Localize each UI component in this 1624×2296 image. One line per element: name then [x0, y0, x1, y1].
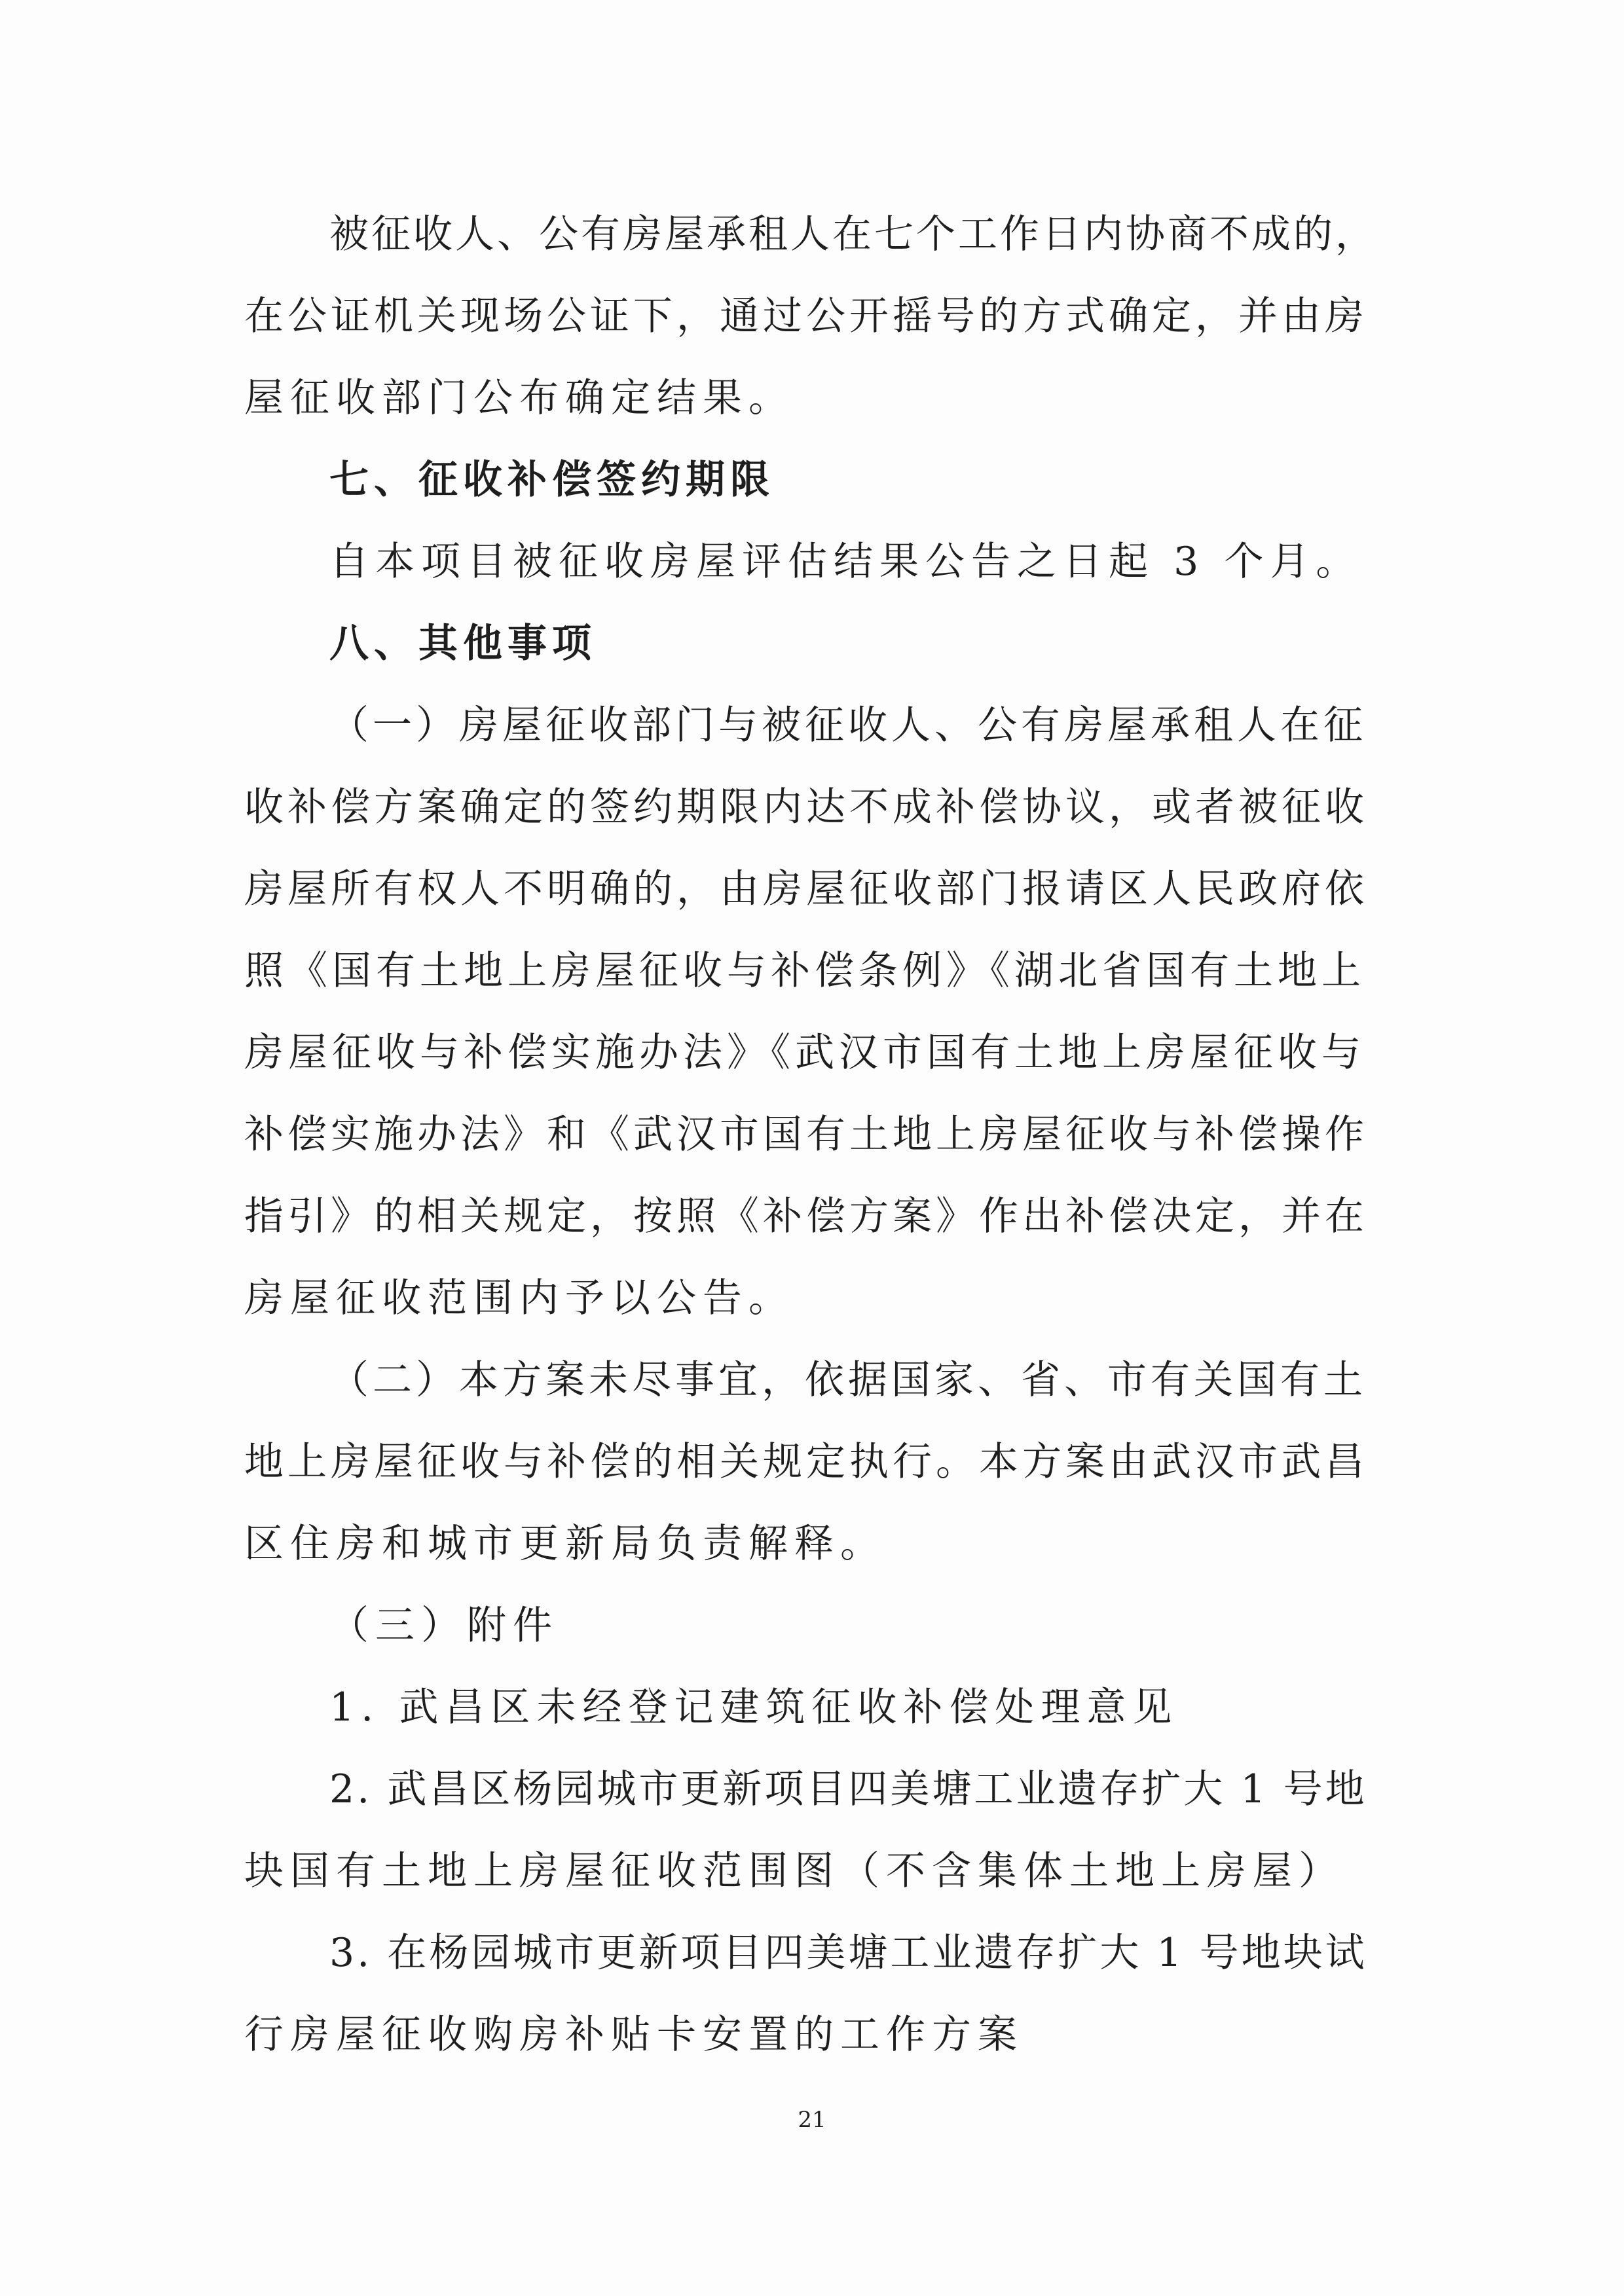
paragraph-line-8: 收补偿方案确定的签约期限内达不成补偿协议，或者被征收 — [244, 784, 1368, 830]
paragraph-line-1: 被征收人、公有房屋承租人在七个工作日内协商不成的， — [329, 211, 1377, 257]
paragraph-line-7: （一）房屋征收部门与被征收人、公有房屋承租人在征 — [329, 702, 1367, 748]
paragraph-line-14: 房屋征收范围内予以公告。 — [244, 1275, 794, 1321]
paragraph-line-5: 自本项目被征收房屋评估结果公告之日起 3 个月。 — [329, 539, 1362, 585]
attachment-item-3: 3. 在杨园城市更新项目四美塘工业遗存扩大 1 号地块试 — [329, 1930, 1367, 1976]
paragraph-line-2: 在公证机关现场公证下，通过公开摇号的方式确定，并由房 — [244, 293, 1368, 339]
paragraph-line-3: 屋征收部门公布确定结果。 — [244, 375, 794, 421]
paragraph-line-11: 房屋征收与补偿实施办法》《武汉市国有土地上房屋征收与 — [244, 1030, 1365, 1076]
section-heading-7: 七、征收补偿签约期限 — [329, 457, 775, 503]
paragraph-line-18: （三）附件 — [329, 1603, 559, 1649]
attachment-item-2: 2. 武昌区杨园城市更新项目四美塘工业遗存扩大 1 号地 — [329, 1766, 1367, 1812]
attachment-item-3-cont: 行房屋征收购房补贴卡安置的工作方案 — [244, 2012, 1024, 2058]
paragraph-line-9: 房屋所有权人不明确的，由房屋征收部门报请区人民政府依 — [244, 866, 1368, 912]
paragraph-line-10: 照《国有土地上房屋征收与补偿条例》《湖北省国有土地上 — [244, 948, 1365, 994]
attachment-item-2-cont: 块国有土地上房屋征收范围图（不含集体土地上房屋） — [244, 1848, 1344, 1894]
section-heading-8: 八、其他事项 — [329, 621, 597, 666]
paragraph-line-17: 区住房和城市更新局负责解释。 — [244, 1521, 886, 1567]
paragraph-line-15: （二）本方案未尽事宜，依据国家、省、市有关国有土 — [329, 1357, 1367, 1403]
paragraph-line-13: 指引》的相关规定，按照《补偿方案》作出补偿决定，并在 — [244, 1194, 1368, 1239]
attachment-item-1: 1. 武昌区未经登记建筑征收补偿处理意见 — [329, 1685, 1179, 1730]
paragraph-line-12: 补偿实施办法》和《武汉市国有土地上房屋征收与补偿操作 — [244, 1112, 1368, 1157]
page-number: 21 — [798, 2107, 826, 2133]
paragraph-line-16: 地上房屋征收与补偿的相关规定执行。本方案由武汉市武昌 — [244, 1439, 1368, 1485]
